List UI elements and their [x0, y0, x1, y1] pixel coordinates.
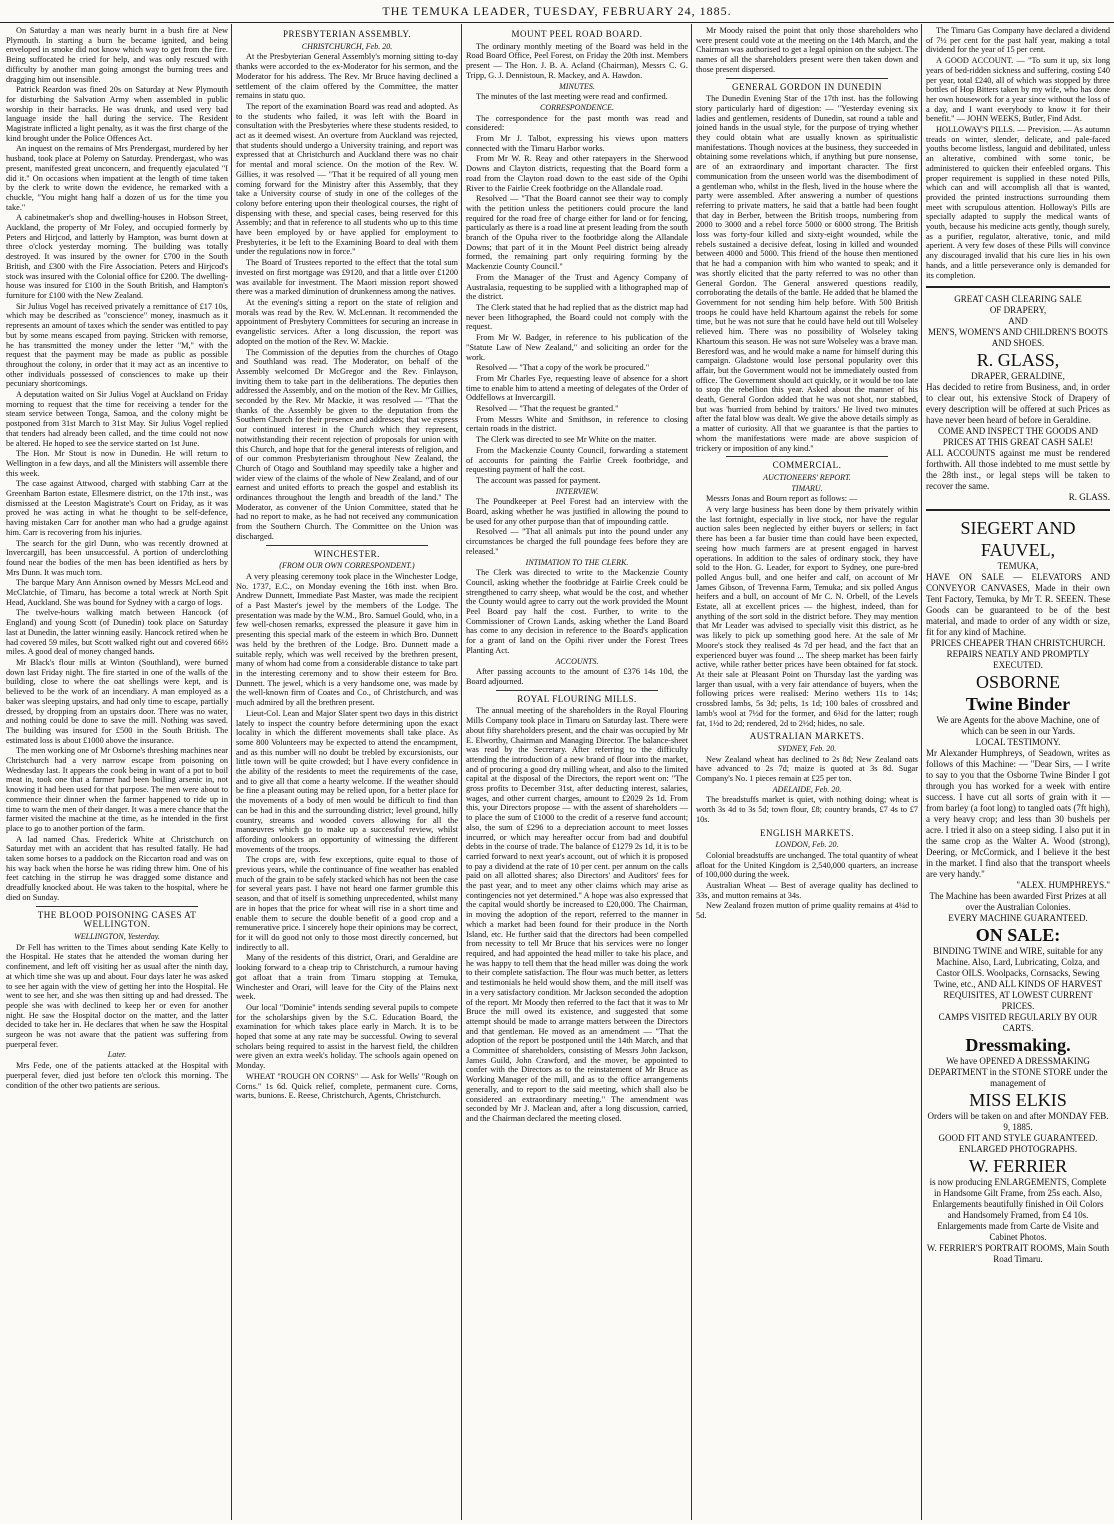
ad-line: W. FERRIER'S PORTRAIT ROOMS, Main South Road Timaru.: [926, 1243, 1110, 1265]
ad-name: R. GLASS,: [976, 350, 1060, 371]
ad-body: ALL ACCOUNTS against me must be rendered forthwith. All those indebted to me must settle by the 28th inst., or legal steps will be taken to recover the same.: [926, 448, 1110, 492]
news-paragraph: A lad named Chas. Frederick White at Christchurch on Saturday met with an accident that has resulted fatally. He had taken some horses to a paddock on the Riccarton road and was on his way back when the horse he was riding threw him. One of his feet catching in the stirrup he was dragged some distance and dreadfully knocked about. He was taken to the hospital, where he died on Sunday.: [6, 834, 228, 902]
ad-line: GOOD FIT AND STYLE GUARANTEED.: [938, 1133, 1098, 1144]
news-paragraph: The barque Mary Ann Annison owned by Messrs McLeod and McClatchie, of Timaru, has become a total wreck at North Spit Head, Auckland. She was bound for Sydney with a cargo of logs.: [6, 578, 228, 607]
ad-line: COME AND INSPECT THE GOODS AND PRICES AT THIS GREAT CASH SALE!: [938, 426, 1098, 448]
news-paragraph: Dr Fell has written to the Times about sending Kate Kelly to the Hospital. He states that he attended the woman during her confinement, and left off visiting her as usual after the ninth day, at which time she was up and about. Four days later he was asked to see her again with the view of getting her into the Hospital. He went to see her, and she was then sitting up and had dressed. The people she was with declined to keep her or even for another night. He saw the Hospital doctor on the matter, and the latter decided to take her in. He declares that when he saw the Hospital surgeon he was not aware that the patient was suffering from puerperal fever.: [6, 942, 228, 1049]
ad-line: GREAT CASH CLEARING SALE: [954, 294, 1082, 305]
news-paragraph: New Zealand frozen mutton of prime quality remains at 4¼d to 5d.: [696, 901, 918, 921]
ad-name: W. FERRIER: [968, 1156, 1068, 1177]
news-paragraph: The account was passed for payment.: [476, 475, 601, 485]
news-paragraph: Colonial breadstuffs are unchanged. The total quantity of wheat afloat for the United Kingdom is 2,540,000 quarters, an increase of 100,000 during the week.: [696, 850, 918, 880]
dateline: ADELAIDE, Feb. 20.: [772, 784, 842, 794]
section-heading: WINCHESTER.: [314, 548, 380, 559]
ad-signature: R. GLASS.: [1068, 492, 1110, 503]
column-1: [6, 26, 228, 1518]
news-paragraph: The search for the girl Dunn, who was recently drowned at Invercargill, has been unsuccessful. A portion of underclothing found near the bodies of the men has been identified as hers by Mrs Dunn. It was much torn.: [6, 538, 228, 577]
ad-name: MISS ELKIS: [969, 1090, 1067, 1111]
news-paragraph: At the evening's sitting a report on the state of religion and morals was read by the Rev. W. McLennan. It recommended the appointment of Presbytery Committees for securing an increase in evangelistic services. After a long discussion, the report was adopted on the motion of the Rev. W. Mackie.: [236, 297, 458, 346]
news-paragraph: The Board of Trustees reported to the effect that the total sum invested on first mortgage was £9120, and that a little over £1200 was available for investment. The Maori mission report showed there was a marked diminution of drunkenness among the natives.: [236, 258, 458, 297]
ad-body: HAVE ON SALE — ELEVATORS AND CONVEYOR CANVASES, Made in their own Tent Factory, Temuka, by Mr T. R. SEEEN. These Goods can be guaranteed to be of the best material, and made to order of any width or size, fit for any kind of Machine.: [926, 572, 1110, 638]
news-paragraph: The correspondence for the past month was read and considered:: [466, 113, 688, 133]
news-paragraph: The men working one of Mr Osborne's threshing machines near Christchurch had a very narrow escape from poisoning on Wednesday last. It appears the cook being in want of a pot to boil meat in, took one that a farmer had been boiling arsenic in, not knowing it had been used for that purpose. The men were about to commence their dinner when the farmer happened to ride up in time to warn the men of their danger. It was a mere chance that the farmer visited the machine at the time, as he intended in the first place to go to another portion of the farm.: [6, 746, 228, 833]
news-paragraph: The report of the examination Board was read and adopted. As to the students who failed, it was left with the Board in consultation with the Presbyteries where these students resided, to act as it deemed wisest. An overture from Auckland was rejected, that students should undergo a University training, and report was expressed that at Christchurch and Auckland there was no chair for mental and moral science. On the motion of the Rev. W. Gillies, it was resolved — "That it be required of all young men coming forward for the Ministry after this Assembly, that they take a University course of study in one of the colleges of the colony before entering upon their theological courses, the right of dispensing with these, and special cases, being reserved for this Assembly; and that in reference to all students who up to this time have been employed by or have applied for employment to Presbyteries, it be left to the Examining Board to deal with them under the regulations now in force.": [236, 101, 458, 257]
ad-body: is now producing ENLARGEMENTS, Complete in Handsome Gilt Frame, from 25s each. Also, Enlargements beautifully finished in Oil Colors and Handsomely Framed, from £4 10s. Enlargements made from Carte de Visite and Cabinet Photos.: [929, 1177, 1107, 1243]
ad-line: MEN'S, WOMEN'S AND CHILDREN'S BOOTS AND SHOES.: [928, 327, 1108, 349]
subheading: (FROM OUR OWN CORRESPONDENT.): [279, 561, 415, 571]
news-paragraph: Resolved — "That the request be granted.": [476, 404, 619, 414]
ad-line: DRAPER, GERALDINE,: [971, 371, 1065, 382]
divider: [266, 545, 428, 546]
ad-name: OSBORNE: [975, 672, 1060, 693]
column-3: [466, 26, 688, 1518]
divider: [496, 690, 658, 691]
ad-line: REPAIRS NEATLY AND PROMPTLY EXECUTED.: [946, 649, 1090, 671]
news-paragraph: The Hon. Mr Stout is now in Dunedin. He will return to Wellington in a few days, and all the Ministers will assemble there this week.: [6, 449, 228, 478]
news-paragraph: The case against Attwood, charged with stabbing Carr at the Greenham Barton estate, Ellesmere district, on the 17th inst., was dismissed at the Leeston Magistrate's Court on Friday, as it was proved he was acting in what he thought to be self-defence, having mistaken Carr for another man who had a grudge against him. Carr is recovering from his injuries.: [6, 479, 228, 537]
news-paragraph: Many of the residents of this district, Orari, and Geraldine are looking forward to a cheap trip to Christchurch, a rumour having got afloat that a train from Timaru stopping at Temuka, Winchester and Orari, will leave for the City of the Plains next week.: [236, 953, 458, 1002]
news-paragraph: From Mr W. Badger, in reference to his publication of the "Statute Law of New Zealand," and soliciting an order for the work.: [466, 333, 688, 362]
news-paragraph: Messrs Jonas and Bourn report as follows: —: [706, 494, 858, 504]
ad-body: We have OPENED A DRESSMAKING DEPARTMENT in the STONE STORE under the management of: [928, 1056, 1108, 1089]
news-paragraph: WHEAT "ROUGH ON CORNS" — Ask for Wells' "Rough on Corns." 1s 6d. Quick relief, complete, permanent cure. Corns, warts, bunions. E. Reese, Christchurch, Agents, Christchurch.: [236, 1071, 458, 1101]
news-paragraph: A very large business has been done by them privately within the last fortnight, especially in live stock, nor have the regular auction sales been neglected by either buyers or sellers; in fact there has been a far busier time than could have been expected, seeing how much farmers are at present engaged in harvest operations. In addition to the sales of ordinary stock, they have sold to the Hon. G. Leader, for export to Sydney, one pure-bred polled Angus bull, and one heifer and calf, on account of Mr James Gibson, of Trevenna Farm, Temuka; and six polled Angus heifers and a bull, on account of Mr C. N. Orbell, of the Levels Estate, all at excellent prices — the highest, indeed, than for anything of the sort sold in the district before. They may mention that Mr Leader was advised to specially visit this district, as he was likely to pick up something good here. At the sale of Mr Moore's stock they realised 4s 7d per head, and the fact that an experienced buyer was found ... The sheep market has been fairly active, while rather better prices have been obtained for fat stock. At their sale at Pleasant Point on Thursday last the yarding was larger than usual, with a very fair attendance of buyers, when the following prices were realised: Merino wethers 11s to 14s; crossbred lambs, 5s 3d; pelts, 1s 1d; 100 bales of crossbred and lamb's wool at 7½d for the former, and 6¾d for the latter; rough fat, 1½d to 2d; rendered, 2d to 2½d; hides, no sale.: [696, 505, 918, 728]
news-paragraph: Resolved — "That a copy of the work be procured.": [476, 363, 650, 373]
news-paragraph: Mr Moody raised the point that only those shareholders who were present could vote at the meeting on the 14th March, and the Chairman was authorised to get a legal opinion on the subject. The names of all the shareholders present were then taken down and those present dispersed.: [696, 26, 918, 74]
news-paragraph: Resolved — "That all animals put into the pound under any circumstances be charged the full poundage fees before they are released.": [466, 527, 688, 556]
news-paragraph: Mrs Fede, one of the patients attacked at the Hospital with puerperal fever, died just before ten o'clock this morning. The condition of the other two patients are serious.: [6, 1061, 228, 1090]
divider: [36, 906, 198, 907]
subheading: ACCOUNTS.: [555, 656, 599, 666]
news-paragraph: A cabinetmaker's shop and dwelling-houses in Hobson Street, Auckland, the property of Mr Foley, and occupied formerly by Peters and Hirjcod, and latterly by Hampton, was burnt down at three o'clock yesterday morning. The building was totally destroyed. It was insured by the owner for £700 in the South British, and £300 with the Fire Association. Peters and Hirjcod's stock was insured with the Colonial office for £200. The dwelling-house was insured for £100 in the South British, and Hampton's furniture for £100 with the New Zealand.: [6, 213, 228, 300]
dateline: CHRISTCHURCH, Feb. 20.: [301, 41, 393, 51]
masthead: THE TEMUKA LEADER, TUESDAY, FEBRUARY 24, 1885.: [0, 0, 1114, 23]
ad-line: CAMPS VISITED REGULARLY BY OUR CARTS.: [938, 1012, 1098, 1034]
section-heading: AUSTRALIAN MARKETS.: [749, 731, 865, 742]
news-paragraph: Lieut-Col. Lean and Major Slater spent two days in this district lately to inspect the country before determining upon the exact locality in which the different movements shall take place. As some 800 Volunteers may be expected to attend the encampment, and as this number will no doubt be trebled by excursionists, our little town will be quite crowded; but I have every confidence in the ability of the residents to meet the requirements of the case, and to give all that come a hearty welcome. If the weather should be fine a pleasant outing may be relied upon, for a better place for the movements of a body of men would be difficult to find than can be had in this and the surrounding district; level ground, hilly country, streams and wooded covers allowing for all the manœuvres which go to make up a successful review, whilst affording onlookers an opportunity of witnessing the different movements of the troops.: [236, 708, 458, 854]
ad-body: Mr Alexander Humphreys, of Seadown, writes as follows of this Machine: — "Dear Sirs, — I write to say to you that the Osborne Twine Binder I got through you has worked for a week with entire success. I have cut all sorts of grain with it — from barley (a foot long) to tangled oats (7ft high), a very heavy crop; and less than 30 bushels per acre. I tried it also on a steep siding. I also put it in the same crop as the Walter A. Wood (strong), Deering, or McCormick, and I believe it the best in the market. I find also that the transport wheels are very handy.": [926, 748, 1110, 880]
news-paragraph: The Poundkeeper at Peel Forest had an interview with the Board, asking whether he was justified in allowing the pound to be used for any other purpose than that of impounding cattle.: [466, 497, 688, 526]
column-5: [926, 26, 1110, 1518]
news-paragraph: At the Presbyterian General Assembly's morning sitting to-day thanks were accorded to the ex-Moderator for his sermon, and the Moderator for his address. The Rev. Mr Bruce having declined a settlement of the claim offered by the Committee, the matter remains in statu quo.: [236, 52, 458, 101]
news-paragraph: A deputation waited on Sir Julius Vogel at Auckland on Friday morning to request that the time for receiving a tender for the steam service between Tonga, Samoa, and the colony might be postponed from 31st March to 31st May. Sir Julius Vogel replied that tenders had already been called, and the time could not now be altered. He hoped to see the service started on 1st June.: [6, 390, 228, 448]
news-paragraph: From Messrs White and Smithson, in reference to closing certain roads in the district.: [466, 414, 688, 434]
column-rule: [691, 24, 692, 1520]
ad-line: EVERY MACHINE GUARANTEED.: [948, 913, 1088, 924]
subheading: MINUTES.: [559, 81, 595, 91]
news-paragraph: A very pleasing ceremony took place in the Winchester Lodge, No. 1737, E.C., on Monday evening the 16th inst. when Bro. Andrew Dunnett, Immediate Past Master, was made the recipient of a Past Master's jewel by the members of the Lodge. The presentation was made by the W.M., Bro. Samuel Gould, who, in a few well-chosen remarks, expressed the pleasure it gave him in presenting this special mark of the esteem in which Bro. Dunnett was held by the brethren of the Lodge. Bro. Dunnett made a suitable reply, which was well received by the brethren present, many of whom had come from a considerable distance to take part in the interesting ceremony and to show their esteem for Bro. Dunnett. The jewel, which is a very handsome one, was made by the well-known firm of Coates and Co., of Christchurch, and was much admired by all the brethren present.: [236, 571, 458, 708]
dateline: TIMARU.: [791, 483, 823, 493]
ad-line: ENLARGED PHOTOGRAPHS.: [958, 1144, 1078, 1155]
ad-name: FAUVEL,: [980, 540, 1056, 561]
dateline: SYDNEY, Feb. 20.: [777, 743, 837, 753]
ad-line: PRICES CHEAPER THAN CHRISTCHURCH.: [930, 638, 1106, 649]
news-paragraph: After passing accounts to the amount of £376 14s 10d, the Board adjourned.: [466, 667, 688, 686]
news-paragraph: The Clerk was directed to write to the Mackenzie County Council, asking whether the footbridge at Fairlie Creek could be strengthened to carry sheep, what would be the cost, and whether the County would agree to carry out the work provided the Mount Peel Board pay half the cost. Further, to write to the Commissioner of Crown Lands, asking whether the Land Board has come to any decision in reference to the Board's application for a grant of land on the Opihi river under the Forest Trees Planting Act.: [466, 568, 688, 655]
section-heading: ROYAL FLOURING MILLS.: [517, 693, 637, 704]
news-paragraph: The Dunedin Evening Star of the 17th inst. has the following story particularly hard of digestion: — "Yesterday evening six ladies and gentlemen, residents of Dunedin, sat round a table and joined hands in the usual style, for the purpose of trying whether they could obtain what are usually known as spiritualistic manifestations. Though novices at the business, they succeeded in obtaining some revelations which, if anything but pure nonsense, are of an extraordinary and important character. The first communication from the unseen world was the disembodiment of a gentleman who, whilst in the flesh, lived in the house where the party were assembled. After answering a number of questions referring to private matters, he said that a battle had been fought that day in Berber, between the British troops, numbering from 2000 to 3000 and a rebel force 5000 or 6000 strong. The British loss was forty-four killed and sixty-eight wounded, while the rebels sustained a decisive defeat, losing in killed and wounded between 4000 and 5000. This friend of the house then mentioned that he had a companion with him who wanted to speak; and it was shortly elicited that the party referred to was no other than General Gordon. The General answered questions readily, corroborating the details of the battle. He added that he blamed the Government for not sending him help before. With 500 British troops he could have held Khartoum against the rebels for some time, but he was not sure that he could have held out till Wolseley relieved him. There was no possibility of Wolseley taking Khartoum this season. He was not sure Wolseley was a brave man. Beresford was, and he would make a name for himself during this campaign. Gladstone would lose personal popularity over this affair, but the Government would not be immediately ousted from office. The Government should act quickly, or it would be too late to stop the rebellion this year. Asked about the manner of his death, General Gordon added that he was not shot, nor stabbed, but was 'hurried from behind by traitors.' He lived two minutes after the fatal blow was dealt. We give the above details simply as a matter of curiosity. All that we guarantee is that the parties to whom the manifestations were made are above suspicion of trickery or imposition of any kind.": [696, 94, 918, 453]
news-paragraph: An inquest on the remains of Mrs Prendergast, murdered by her husband, took place at Polemy on Saturday. Prendergast, who was present, manifested great unconcern, and frequently ejaculated "I did it." On occasions when impatient at the length of time taken by the clerk to write down the evidence, he remarked with a chuckle, "You might hang half a dozen of us for the time you take.": [6, 144, 228, 212]
news-paragraph: The ordinary monthly meeting of the Board was held in the Road Board Office, Peel Forest, on Friday the 20th inst. Members present — The Hon. J. B. A. Acland (Chairman), Messrs C. G. Tripp, G. J. Dennistoun, R. Mackey, and A. Hawdon.: [466, 41, 688, 80]
section-heading: GENERAL GORDON IN DUNEDIN: [732, 81, 882, 92]
ad-name: ON SALE:: [975, 925, 1061, 946]
news-paragraph: The Clerk was directed to see Mr White on the matter.: [476, 435, 657, 445]
column-2: [236, 26, 458, 1518]
ad-name: Dressmaking.: [965, 1035, 1071, 1056]
news-paragraph: Our local "Dominie" intends sending several pupils to compete for the scholarships given by the S.C. Education Board, the examination for which takes place early in March. It is to be hoped that some at any rate may be successful. Owing to several scholars being required to assist in the harvest field, the children were given an extra week's holiday. The schools again opened on Monday.: [236, 1002, 458, 1071]
ad-line: AND: [1008, 316, 1028, 327]
divider: [926, 286, 1110, 288]
news-paragraph: New Zealand wheat has declined to 2s 8d; New Zealand oats have advanced to 2s 7d; maize is quoted at 3s 8d. Sugar Company's No. 1 pieces remain at £25 per ton.: [696, 754, 918, 784]
news-paragraph: The crops are, with few exceptions, quite equal to those of previous years, while the continuance of fine weather has enabled much of the grain to be safely stacked which has not been the case for several years past. I have not heard one farmer grumble this season, and that of itself is something unprecedented, whilst many are in hopes that the price for wheat will rise in a short time and enable them to secure the double benefit of a good crop and a remunerative price. I sincerely hope their opinions may be correct, for it will do good not only to those most directly concerned, but indirectly to all.: [236, 855, 458, 952]
ad-line: OF DRAPERY,: [989, 305, 1047, 316]
dateline: Later.: [107, 1050, 127, 1060]
ad-signature: "ALEX. HUMPHREYS.": [1016, 880, 1110, 891]
ad-body: BINDING TWINE and WIRE, suitable for any Machine. Also, Lard, Lubricating, Colza, and Castor OILS. Woolpacks, Cornsacks, Sewing Twine, etc., AND ALL KINDS OF HARVEST REQUISITES, AT LOWEST CURRENT PRICES.: [933, 946, 1103, 1012]
column-rule: [921, 24, 922, 1520]
dateline: LONDON, Feb. 20.: [775, 840, 839, 850]
dateline: WELLINGTON, Yesterday.: [74, 931, 160, 941]
ad-line: We are Agents for the above Machine, one of which can be seen in our Yards.: [936, 715, 1100, 737]
ad-line: LOCAL TESTIMONY.: [975, 737, 1061, 748]
ad-name: SIEGERT AND: [960, 518, 1076, 539]
news-paragraph: On Saturday a man was nearly burnt in a bush fire at New Plymouth. In starting a burn he became ignited, and being enveloped in smoke did not know which way to get from the fire. Being suffocated he cried for help, and was only rescued with difficulty by another man going amongst the burning trees and dragging him out insensible.: [6, 26, 228, 84]
news-paragraph: Mr Black's flour mills at Winton (Southland), were burned down last Friday night. The fire started in one of the walls of the building, close to where the oat shellings were kept, and is believed to be the work of an incendiary. A man employed as a baker was sleeping upstairs, and had only time to escape, partially dressed, by dropping from an upstairs door. There was no water, and nothing could be done to save the mill. Nothing was saved. The building was insured for £500 in the South British. The estimated loss is about £1000 above the insurance.: [6, 658, 228, 745]
column-4: [696, 26, 918, 1518]
news-paragraph: The breadstuffs market is quiet, with nothing doing; wheat is worth 3s 4d to 3s 5d; town flour, £8; country brands, £7 4s to £7 10s.: [696, 795, 918, 824]
news-paragraph: Sir Julius Vogel has received privately a remittance of £17 10s, which may be described as "conscience" money, inasmuch as it represents an amount of taxes which the sender was entitled to pay but by some means escaped from paying. Stricken with remorse, he has transmitted the money under the letter "M," with the request that the payment may be made as public as possible throughout the colony, in order that it may act as an incentive to other individuals possessed of consciences to make up their pecuniary shortcomings.: [6, 301, 228, 389]
section-heading: PRESBYTERIAN ASSEMBLY.: [283, 29, 411, 39]
news-paragraph: Resolved — "That the Board cannot see their way to comply with the petition unless the petitioners could procure the land required for the road free of charge either for land or for fencing, particularly as there is a road line at present leading from the south branch of the Opuha river to the footbridge along the Allandale Downs; that part of it in the Mount Peel district being already formed, the remaining part only requiring forming by the Mackenzie County Council.": [466, 194, 688, 272]
section-heading: ENGLISH MARKETS.: [759, 827, 854, 838]
news-paragraph: From Mr W. R. Reay and other ratepayers in the Sherwood Downs and Clayton districts, requesting that the Board form a road from the Clayton road down to the east side of the Opihi River to the Fairlie Creek footbridge on the Allandale road.: [466, 154, 688, 193]
news-paragraph: The Commission of the deputies from the churches of Otago and Southland was read. The Moderator, on behalf of the Assembly welcomed Dr McGregor and the Rev. Finlayson, inviting them to take part in the deliberations. The deputies then addressed the Assembly, and on the motion of the Rev. Mr Gillies, seconded by the Rev. Mr Mackie, it was resolved — "That the thanks of the Assembly be given to the deputation from the Southern Church for their presence and addresses; that we express our continued interest in the Church which they represent, notwithstanding their recent rejection of proposals for union with this Church, and hope that for the general interests of religion, and of our common Presbyterianism throughout New Zealand, the Church of Otago and Southland may speedily take a higher and wider view of the claims of the whole of New Zealand, and of our earnest and united efforts to preach the gospel and establish its ordinances throughout the length and breadth of the land." The Moderator, as convener of the Union Committee, stated that he had no report to make, as he had not received any communication from the Southern Church. The Committee on the Union was discharged.: [236, 347, 458, 541]
subheading: INTERVIEW.: [555, 486, 599, 496]
news-paragraph: The twelve-hours walking match between Hancock (of England) and young Scott (of Dunedin) took place on Saturday last at Dunedin, the latter winning easily. Hancock retired when he had covered 59 miles, but Scott walked right out and covered 66½ miles. A good deal of money changed hands.: [6, 608, 228, 657]
section-heading: MOUNT PEEL ROAD BOARD.: [511, 29, 643, 39]
news-paragraph: Patrick Reardon was fined 20s on Saturday at New Plymouth for disturbing the Salvation Army when assembled in public worship in their barracks. He was drunk, and used very bad language inside the hall during the service. The Resident Magistrate inflicted a light penalty, as it was the first charge of the kind brought under the Police Offences Act.: [6, 85, 228, 143]
news-paragraph: From the Mackenzie County Council, forwarding a statement of accounts for painting the Fairlie Creek footbridge, and requesting payment of half the cost.: [466, 445, 688, 475]
ad-line: The Machine has been awarded First Prizes at all over the Australian Colonies.: [929, 891, 1107, 913]
subheading: INTIMATION TO THE CLERK.: [525, 557, 629, 567]
news-paragraph: From the Manager of the Trust and Agency Company of Australasia, requesting to be supplied with a lithographed map of the district.: [466, 272, 688, 302]
news-paragraph: From Mr J. Talbot, expressing his views upon matters connected with the Timaru Harbor works.: [466, 134, 688, 153]
news-paragraph: The Clerk stated that he had replied that as the district map had never been lithographed, the Board could not comply with the request.: [466, 302, 688, 332]
ad-name: Twine Binder: [965, 694, 1071, 715]
advert-glass: [926, 294, 1110, 503]
subheading: AUCTIONEERS' REPORT.: [763, 472, 851, 482]
news-paragraph: Australian Wheat — Best of average quality has declined to 33s, and mutton remains at 34s.: [696, 881, 918, 900]
divider: [926, 509, 1110, 511]
news-paragraph: HOLLOWAY'S PILLS. — Prevision. — As autumn treads on winter, slender, delicate, and pale-faced youths become listless, languid and debilitated, unless an alterative, combined with some tonic, be administered to quicken their enfeebled organs. This proper requirement is supplied in these noted Pills, which can and will accomplish all that is wanted, provided the printed instructions surrounding them meet with scrupulous attention. Holloway's Pills are specially adapted to supply the medical wants of youth, because his medicine acts gently, though surely, as a purifier, regulator, alterative, tonic, and mild aperient. A very few doses of these Pills will convince any discouraged invalid that his cure lies in his own hands, and a little perseverance only is demanded for its completion.: [926, 125, 1110, 280]
news-paragraph: The Timaru Gas Company have declared a dividend of 7½ per cent for the past half year, making a total dividend for the year of 15 per cent.: [926, 26, 1110, 55]
ad-line: Orders will be taken on and after MONDAY FEB. 9, 1885.: [927, 1111, 1109, 1133]
section-heading: THE BLOOD POISONING CASES AT WELLINGTON.: [37, 909, 197, 930]
news-paragraph: From Mr Charles Fye, requesting leave of absence for a short time to enable him to attend a meeting of delegates of the Order of Oddfellows at Invercargill.: [466, 373, 688, 403]
ad-line: TEMUKA,: [997, 561, 1039, 572]
column-rule: [461, 24, 462, 1520]
advert-siegert: [926, 517, 1110, 1265]
divider: [726, 78, 888, 79]
news-paragraph: The minutes of the last meeting were read and confirmed.: [476, 92, 668, 102]
news-paragraph: The annual meeting of the shareholders in the Royal Flouring Mills Company took place in Timaru on Saturday last. There were about fifty shareholders present, and the chair was occupied by Mr E. Elworthy, Chairman and Managing Director. The balance-sheet was read by the Secretary. After referring to the difficulty attending the introduction of a new brand of flour into the market, and of procuring a good dry milling wheat, and also to the limited capital at the disposal of the Directors, the report went on: "The gross profits to December 31st, after deducting interest, salaries, wages, and other current charges, amount to £2029 2s 1d. From this, your Directors propose — with the assent of shareholders — to place the sum of £1000 to the credit of a reserve fund account; also, the sum of £296 to a depreciation account to meet losses incurred, or which may hereafter occur from bad and doubtful debts in the course of trade. The balance of £1279 2s 1d, it is to be carried forward to next year's account, out of which it is proposed to pay a dividend at the rate of 10 per cent. per annum on the calls paid on all allotted shares; also Directors' and Auditors' fees for the past year, and to meet any other claims which may arise as contingencies not yet determined." A hope was also expressed that the capital would shortly be increased to £20,000. The Chairman, in moving the adoption of the report, referred to the manner in which a market had been found for their produce in the North Island, etc. He further said that the directors had been compelled from necessity to tell Mr Bruce that his services were no longer required, and had appointed the head miller to take his place, and he was happy to tell them that the head miller was doing the work to their complete satisfaction. The flour was much better, as letters and testimonials he held would show them, and the mill itself was in a very satisfactory condition. Mr Jackson seconded the adoption of the report. Mr Moody then referred to the fact that it was to Mr Bruce the mill owed its existence, and suggested that some attempt should be made to arrange matters between the Directors and that gentleman. He moved as an amendment — "That the adoption of the report be postponed until the 14th March, and that a Committee of shareholders, consisting of Messrs John Jackson, James Guild, John Crawford, and the mover, be appointed to confer with the Directors as to the reinstatement of Mr Bruce as Working Manager of the mill, and as to the office arrangements generally, and to report to the said meeting, which shall also be considered an extraordinary meeting." The amendment was seconded by Mr J. Maclean and, after a long discussion, carried, and the Chairman declared the meeting closed.: [466, 706, 688, 1123]
subheading: CORRESPONDENCE.: [540, 102, 614, 112]
section-heading: COMMERCIAL.: [772, 460, 842, 471]
news-paragraph: A GOOD ACCOUNT. — "To sum it up, six long years of bed-ridden sickness and suffering, costing £40 per year, total £240, all of which was stopped by three bottles of Hop Bitters taken by my wife, who has done her own housework for a year since without the loss of a day, and I want everybody to know it for their benefit." — JOHN WEEKS, Butler, Find Adst.: [926, 56, 1110, 124]
ad-body: Has decided to retire from Business, and, in order to clear out, his extensive Stock of Drapery of every description will be offered at such Prices as have never been heard of before in Geraldine.: [926, 382, 1110, 426]
divider: [726, 456, 888, 457]
column-rule: [231, 24, 232, 1520]
